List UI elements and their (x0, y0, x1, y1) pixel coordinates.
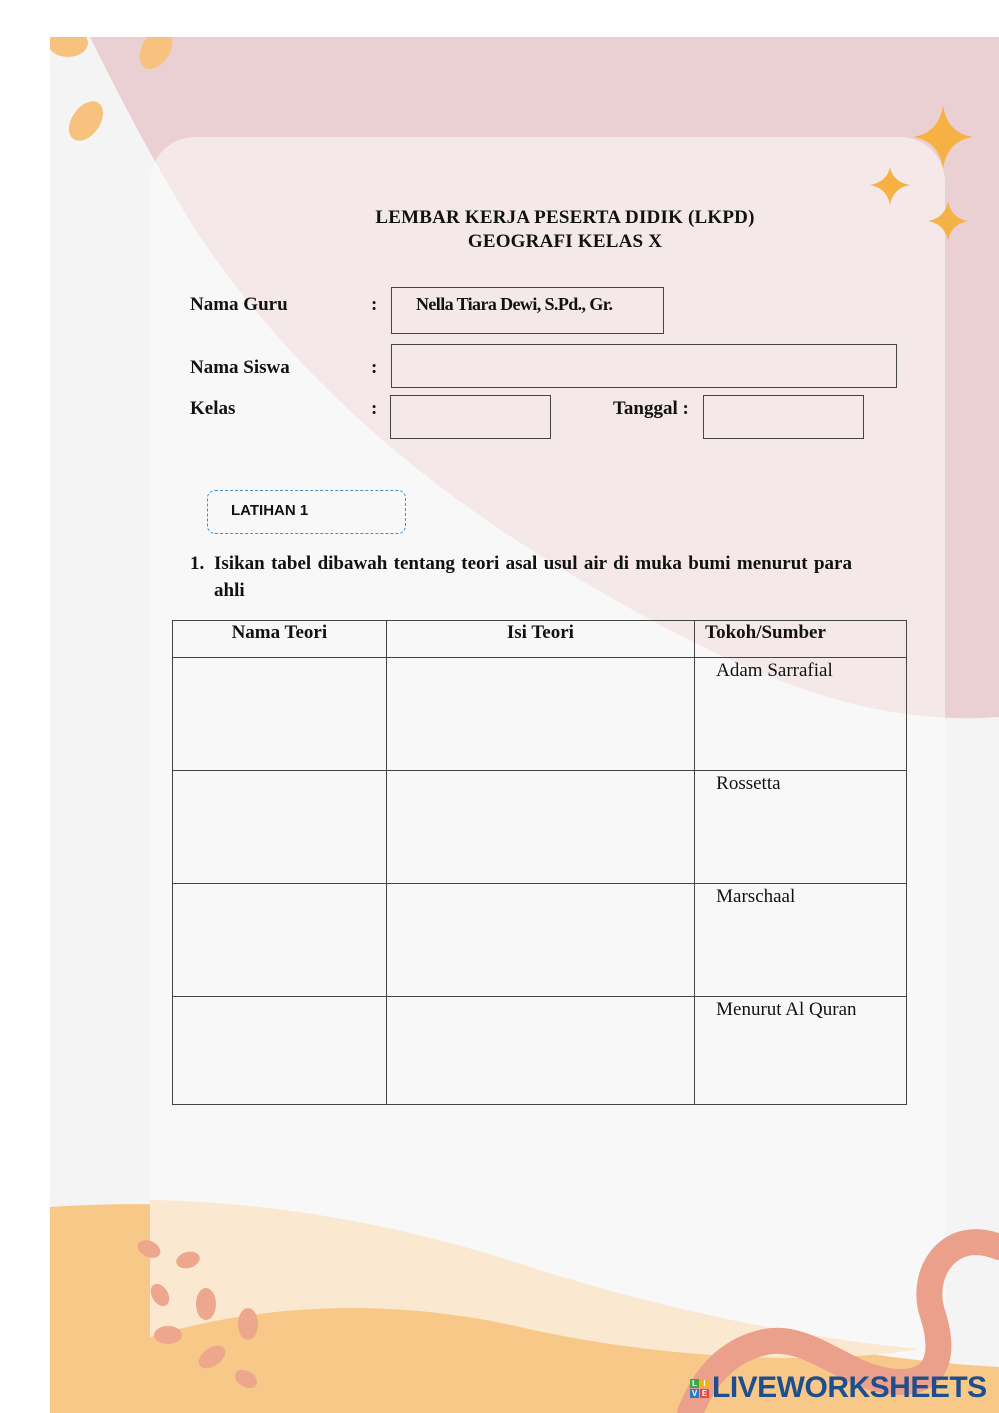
question-text: Isikan tabel dibawah tentang teori asal usul air di muka bumi menurut para ahli (214, 553, 852, 601)
class-colon: : (371, 398, 378, 419)
student-name-field[interactable] (391, 344, 897, 388)
theory-content-cell[interactable] (386, 771, 694, 884)
table-row (173, 997, 907, 1105)
liveworksheets-logo-icon: L I V E (691, 1378, 708, 1398)
theory-name-cell[interactable] (173, 771, 387, 884)
teacher-name-field[interactable]: Nella Tiara Dewi, S.Pd., Gr. (391, 287, 664, 334)
worksheet-title: LEMBAR KERJA PESERTA DIDIK (LKPD) (375, 207, 755, 228)
theory-name-cell[interactable] (173, 658, 387, 771)
date-field[interactable] (703, 395, 864, 439)
question (190, 550, 852, 604)
worksheet-subtitle: GEOGRAFI KELAS X (467, 231, 663, 252)
student-label: Nama Siswa (190, 357, 290, 378)
exercise-badge: LATIHAN 1 (207, 490, 406, 534)
teacher-label: Nama Guru (190, 294, 288, 315)
header-theory-content: Isi Teori (386, 621, 694, 658)
source-cell: Menurut Al Quran (695, 997, 907, 1105)
theory-content-cell[interactable] (386, 658, 694, 771)
student-colon: : (371, 357, 378, 378)
theory-content-cell[interactable] (386, 997, 694, 1105)
header-theory-name: Nama Teori (173, 621, 387, 658)
table-row (173, 884, 907, 997)
teacher-colon: : (371, 294, 378, 315)
date-label: Tanggal : (613, 398, 689, 419)
theory-name-cell[interactable] (173, 884, 387, 997)
class-label: Kelas (190, 398, 236, 419)
class-field[interactable] (390, 395, 551, 439)
theory-name-cell[interactable] (173, 997, 387, 1105)
theory-content-cell[interactable] (386, 884, 694, 997)
liveworksheets-watermark (690, 1372, 987, 1404)
table-row (173, 658, 907, 771)
header-source: Tokoh/Sumber (695, 621, 907, 658)
source-cell: Adam Sarrafial (695, 658, 907, 771)
source-cell: Marschaal (695, 884, 907, 997)
theory-table (172, 620, 907, 1105)
table-row (173, 771, 907, 884)
table-header-row (173, 621, 907, 658)
question-number: 1. (190, 553, 205, 574)
source-cell: Rossetta (695, 771, 907, 884)
liveworksheets-text: LIVEWORKSHEETS (712, 1371, 987, 1404)
